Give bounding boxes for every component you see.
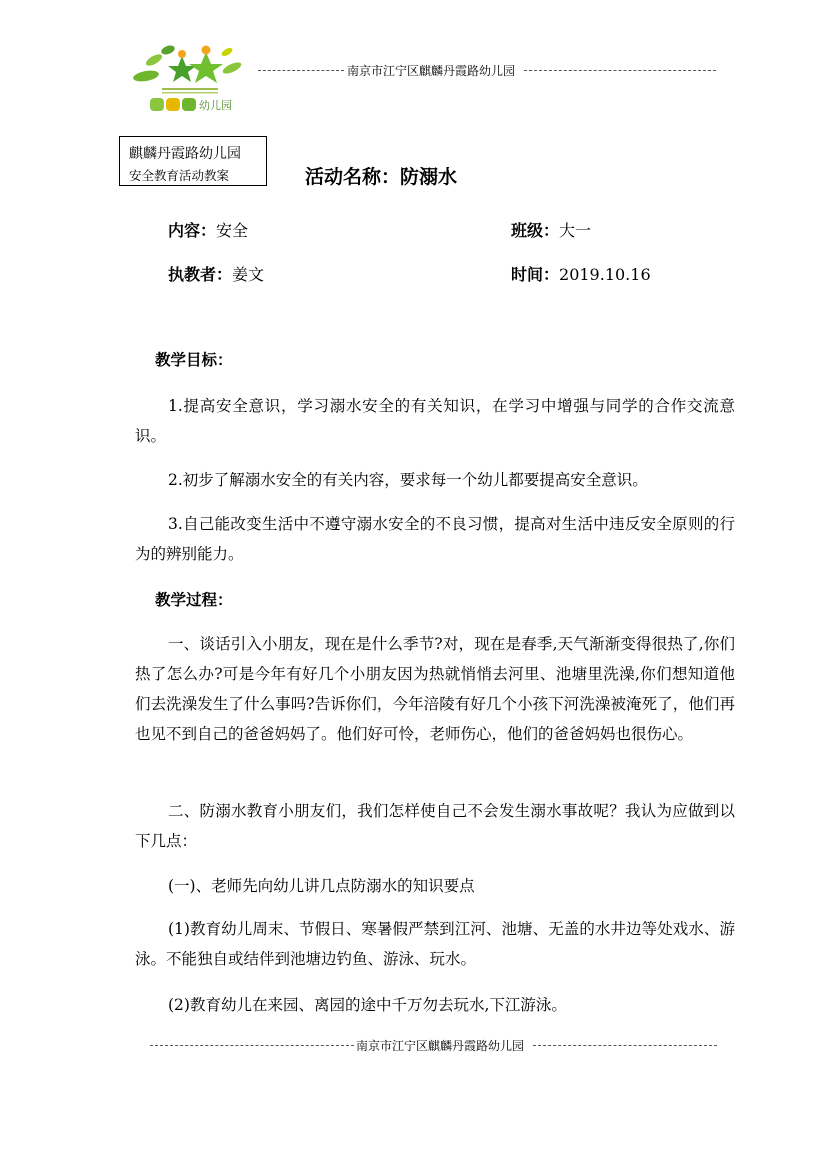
- teacher-field: [168, 262, 264, 285]
- footer-divider-left: [150, 1045, 354, 1046]
- goal-item-1: 1.提高安全意识，学习溺水安全的有关知识，在学习中增强与同学的合作交流意识。: [135, 397, 735, 445]
- teacher-label: 执教者：: [168, 265, 233, 284]
- header-divider-right: [524, 70, 716, 71]
- goal-item-3: 3.自己能改变生活中不遵守溺水安全的不良习惯，提高对生活中违反安全原则的行为的辨别能力。: [135, 515, 735, 563]
- process-heading: 教学过程：: [155, 590, 233, 609]
- process-paragraph-1: 一、谈话引入小朋友，现在是什么季节?对，现在是春季,天气渐渐变得很热了,你们热了怎么办?可是今年有好几个小朋友因为热就悄悄去河里、池塘里洗澡,你们想知道他们去洗澡发生了什么事吗?告诉你们，今年涪陵有好几个小孩下河洗澡被淹死了，他们再也见不到自己的爸爸妈妈了。他们好可怜，老师伤心，他们的爸爸妈妈也很伤心。: [135, 635, 735, 743]
- class-value: 大一: [559, 221, 592, 240]
- process-paragraph-3: (一)、老师先向幼儿讲几点防溺水的知识要点: [168, 877, 475, 895]
- header-divider-left: [258, 70, 344, 71]
- time-value: 2019.10.16: [559, 265, 651, 284]
- label-line1: 麒麟丹霞路幼儿园: [129, 146, 241, 162]
- content-value: 安全: [216, 221, 249, 240]
- content-label: 内容：: [168, 221, 217, 240]
- teacher-value: 姜文: [232, 265, 265, 284]
- class-field: [511, 218, 591, 241]
- goal-item-2: 2.初步了解溺水安全的有关内容，要求每一个幼儿都要提高安全意识。: [168, 471, 648, 489]
- goals-heading: 教学目标：: [155, 350, 233, 369]
- content-field: [168, 218, 248, 241]
- time-field: [511, 262, 651, 285]
- process-paragraph-5: (2)教育幼儿在来园、离园的途中千万勿去玩水,下江游泳。: [168, 996, 567, 1014]
- page-title: 活动名称：防溺水: [305, 166, 458, 188]
- footer-school-name: 南京市江宁区麒麟丹霞路幼儿园: [356, 1039, 525, 1053]
- header-school-name: 南京市江宁区麒麟丹霞路幼儿园: [347, 64, 516, 78]
- label-line2: 安全教育活动教案: [129, 168, 230, 183]
- process-paragraph-2: 二、防溺水教育小朋友们，我们怎样使自己不会发生溺水事故呢？我认为应做到以下几点：: [135, 802, 735, 850]
- class-label: 班级：: [511, 221, 560, 240]
- label-box: [119, 136, 267, 186]
- time-label: 时间：: [511, 265, 560, 284]
- svg-text:幼儿园: 幼儿园: [199, 99, 232, 112]
- process-paragraph-4: (1)教育幼儿周末、节假日、寒暑假严禁到江河、池塘、无盖的水井边等处戏水、游泳。不能独自或结伴到池塘边钓鱼、游泳、玩水。: [135, 920, 735, 968]
- school-logo: [132, 42, 248, 114]
- footer-divider-right: [533, 1045, 717, 1046]
